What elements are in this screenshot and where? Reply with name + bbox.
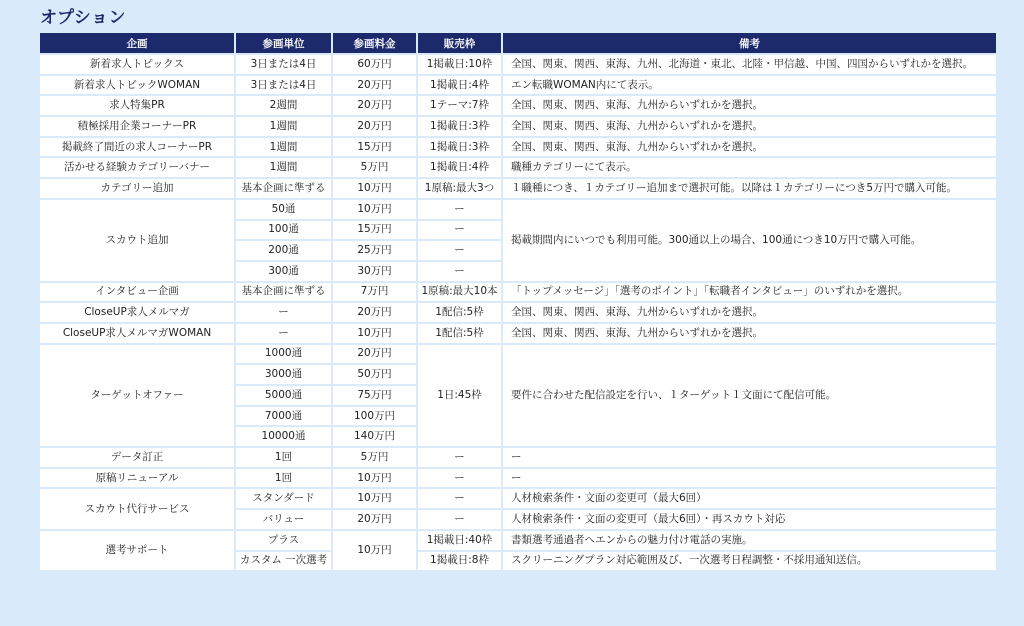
cell-note: 全国、関東、関西、東海、九州、北海道・東北、北陸・甲信越、中国、四国からいずれかを選択。 [502,54,997,75]
cell-unit: プラス [235,530,332,551]
table-row [39,199,997,220]
cell-note: 書類選考通過者へエンからの魅力付け電話の実施。 [502,530,997,551]
header-price: 参画料金 [332,32,417,54]
cell-price: 15万円 [332,137,417,158]
cell-price: 5万円 [332,157,417,178]
header-plan: 企画 [39,32,235,54]
cell-unit: 100通 [235,220,332,241]
cell-slot: 1原稿:最大3つ [417,178,502,199]
cell-note: 全国、関東、関西、東海、九州からいずれかを選択。 [502,137,997,158]
cell-plan: 求人特集PR [39,95,235,116]
cell-unit: 3日または4日 [235,75,332,96]
cell-price: 10万円 [332,488,417,509]
cell-unit: 1回 [235,468,332,489]
table-row [39,178,997,199]
cell-price: 7万円 [332,282,417,303]
table-row [39,116,997,137]
cell-price: 10万円 [332,199,417,220]
cell-slot: 1掲載日:8枠 [417,551,502,572]
cell-price: 20万円 [332,116,417,137]
cell-unit: 1回 [235,447,332,468]
cell-plan: スカウト代行サービス [39,488,235,529]
cell-slot: 1テーマ:7枠 [417,95,502,116]
cell-unit: 50通 [235,199,332,220]
cell-price: 20万円 [332,344,417,365]
header-slot: 販売枠 [417,32,502,54]
cell-price: 10万円 [332,530,417,571]
cell-slot: 1掲載日:3枠 [417,137,502,158]
cell-unit: 基本企画に準ずる [235,178,332,199]
table-row [39,488,997,509]
cell-slot: ー [417,509,502,530]
table-row [39,530,997,551]
cell-price: 25万円 [332,240,417,261]
cell-plan: ターゲットオファー [39,344,235,447]
table-row [39,137,997,158]
cell-price: 10万円 [332,468,417,489]
cell-plan: カテゴリー追加 [39,178,235,199]
cell-unit: 1週間 [235,116,332,137]
cell-note: １職種につき、１カテゴリー追加まで選択可能。以降は１カテゴリーにつき5万円で購入可能。 [502,178,997,199]
cell-unit: ー [235,323,332,344]
cell-slot: 1配信:5枠 [417,323,502,344]
cell-plan: 新着求人トピックWOMAN [39,75,235,96]
cell-slot: 1日:45枠 [417,344,502,447]
cell-unit: 1週間 [235,157,332,178]
cell-unit: 7000通 [235,406,332,427]
cell-plan: CloseUP求人メルマガWOMAN [39,323,235,344]
cell-price: 100万円 [332,406,417,427]
cell-note: 人材検索条件・文面の変更可（最大6回） [502,488,997,509]
cell-price: 75万円 [332,385,417,406]
cell-slot: 1原稿:最大10本 [417,282,502,303]
cell-slot: ー [417,468,502,489]
cell-note: 掲載期間内にいつでも利用可能。300通以上の場合、100通につき10万円で購入可能。 [502,199,997,282]
header-unit: 参画単位 [235,32,332,54]
cell-price: 50万円 [332,364,417,385]
table-row [39,323,997,344]
cell-note: 全国、関東、関西、東海、九州からいずれかを選択。 [502,323,997,344]
cell-price: 20万円 [332,95,417,116]
table-row [39,344,997,365]
cell-plan: 新着求人トピックス [39,54,235,75]
table-row [39,75,997,96]
cell-note: 全国、関東、関西、東海、九州からいずれかを選択。 [502,95,997,116]
cell-slot: ー [417,199,502,220]
table-row [39,282,997,303]
cell-slot: ー [417,488,502,509]
cell-price: 20万円 [332,75,417,96]
cell-slot: 1掲載日:10枠 [417,54,502,75]
cell-price: 20万円 [332,302,417,323]
cell-unit: 基本企画に準ずる [235,282,332,303]
cell-slot: 1掲載日:3枠 [417,116,502,137]
cell-price: 140万円 [332,426,417,447]
cell-slot: 1掲載日:4枠 [417,75,502,96]
header-note: 備考 [502,32,997,54]
cell-price: 60万円 [332,54,417,75]
cell-price: 10万円 [332,178,417,199]
table-row [39,447,997,468]
cell-note: ー [502,447,997,468]
cell-unit: 200通 [235,240,332,261]
table-row [39,54,997,75]
cell-price: 20万円 [332,509,417,530]
cell-plan: 活かせる経験カテゴリーバナー [39,157,235,178]
cell-note: 職種カテゴリーにて表示。 [502,157,997,178]
cell-slot: ー [417,261,502,282]
cell-unit: 300通 [235,261,332,282]
cell-note: 「トップメッセージ」「選考のポイント」「転職者インタビュー」のいずれかを選択。 [502,282,997,303]
cell-slot: 1掲載日:40枠 [417,530,502,551]
cell-plan: データ訂正 [39,447,235,468]
cell-note: 人材検索条件・文面の変更可（最大6回）・再スカウト対応 [502,509,997,530]
cell-slot: 1配信:5枠 [417,302,502,323]
cell-plan: スカウト追加 [39,199,235,282]
cell-unit: 1000通 [235,344,332,365]
cell-note: 全国、関東、関西、東海、九州からいずれかを選択。 [502,302,997,323]
cell-plan: 原稿リニューアル [39,468,235,489]
cell-note: エン転職WOMAN内にて表示。 [502,75,997,96]
cell-note: 要件に合わせた配信設定を行い、１ターゲット１文面にて配信可能。 [502,344,997,447]
cell-price: 10万円 [332,323,417,344]
cell-price: 5万円 [332,447,417,468]
cell-slot: ー [417,447,502,468]
cell-unit: 5000通 [235,385,332,406]
cell-unit: 2週間 [235,95,332,116]
cell-plan: インタビュー企画 [39,282,235,303]
cell-price: 30万円 [332,261,417,282]
table-row [39,95,997,116]
cell-unit: ー [235,302,332,323]
cell-slot: ー [417,220,502,241]
cell-plan: CloseUP求人メルマガ [39,302,235,323]
cell-unit: 1週間 [235,137,332,158]
options-table [38,31,998,572]
page-title: オプション [40,8,126,28]
cell-note: ー [502,468,997,489]
cell-note: 全国、関東、関西、東海、九州からいずれかを選択。 [502,116,997,137]
cell-plan: 選考サポート [39,530,235,571]
cell-note: スクリーニングプラン対応範囲及び、一次選考日程調整・不採用通知送信。 [502,551,997,572]
cell-unit: スタンダード [235,488,332,509]
cell-unit: 3日または4日 [235,54,332,75]
cell-unit: 10000通 [235,426,332,447]
table-row [39,468,997,489]
cell-plan: 掲載終了間近の求人コーナーPR [39,137,235,158]
cell-slot: ー [417,240,502,261]
cell-unit: 3000通 [235,364,332,385]
cell-unit: バリュー [235,509,332,530]
cell-unit: カスタム 一次選考 [235,551,332,572]
table-row [39,157,997,178]
cell-price: 15万円 [332,220,417,241]
cell-plan: 積極採用企業コーナーPR [39,116,235,137]
cell-slot: 1掲載日:4枠 [417,157,502,178]
table-row [39,302,997,323]
table-header-row [39,32,997,54]
